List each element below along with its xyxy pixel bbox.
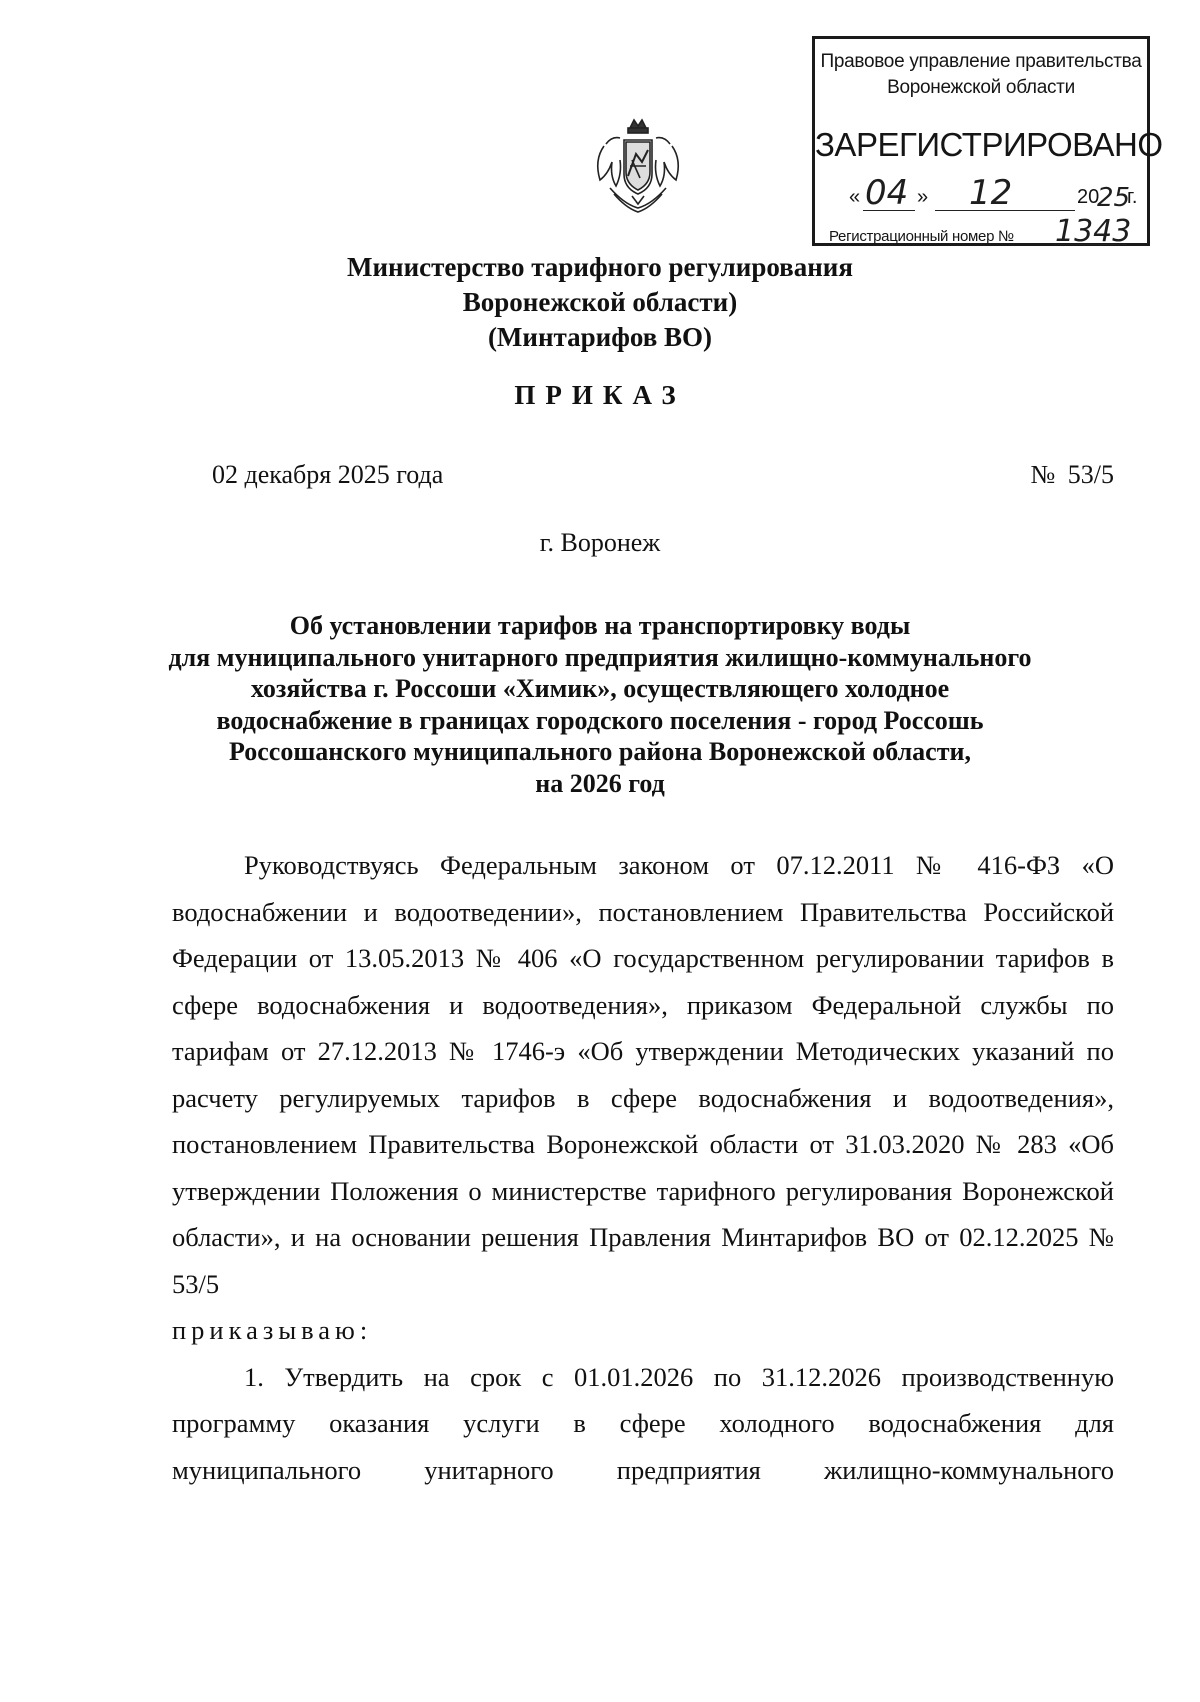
document-number: № 53/5 (1030, 460, 1114, 489)
stamp-month: 12 (969, 173, 1013, 213)
stamp-reg-label: Регистрационный номер № (829, 228, 1014, 245)
document-city: г. Воронеж (539, 528, 661, 557)
document-subject (0, 610, 1200, 799)
order-item-1: 1. Утвердить на срок с 01.01.2026 по 31.12.2026 производственную программу оказания услуги в сфере холодного водоснабжения для муниципального унитарного предприятия жилищно-коммунального (172, 1361, 1114, 1485)
ministry-line3: (Минтарифов ВО) (487, 322, 713, 352)
stamp-department-line1: Правовое управление правительства (820, 51, 1142, 72)
stamp-date (849, 173, 1138, 215)
registration-stamp (812, 36, 1163, 249)
stamp-department (815, 49, 1147, 101)
document-body (172, 842, 1114, 1493)
stamp-reg-number (829, 214, 1133, 249)
stamp-year-mark: г. (1127, 186, 1138, 208)
ministry-line1: Министерство тарифного регулирования (347, 252, 853, 282)
subject-line4: водоснабжение в границах городского поселения - город Россошь (216, 705, 984, 735)
stamp-registered: ЗАРЕГИСТРИРОВАНО (815, 126, 1163, 163)
orders-word: приказываю: (172, 1315, 373, 1345)
subject-line5: Россошанского муниципального района Воронежской области, (229, 737, 971, 766)
stamp-day: 04 (865, 173, 909, 213)
subject-line6: на 2026 год (535, 768, 665, 798)
stamp-reg-value: 1343 (1055, 214, 1132, 249)
ministry-line2: Воронежской области) (462, 287, 738, 317)
document-date: 02 декабря 2025 года (212, 460, 444, 489)
preamble-paragraph: Руководствуясь Федеральным законом от 07.12.2011 № 416-ФЗ «О водоснабжении и водоотведении», постановлением Правительства Российской Федерации от 13.05.2013 № 406 «О государственном регулировании тарифов в сфере водоснабжения и водоотведения», приказом Федеральной службы по тарифам от 27.12.2013 № 1746-э «Об утверждении Методических указаний по расчету регулируемых тарифов в сфере водоснабжения и водоотведения», постановлением Правительства Воронежской области от 31.03.2020 № 283 «Об утверждении Положения о министерстве тарифного регулирования Воронежской области», и на основании решения Правления Минтарифов ВО от 02.12.2025 № 53/5 (172, 850, 1114, 1299)
stamp-department-line2: Воронежской области (887, 77, 1075, 98)
subject-line3: хозяйства г. Россоши «Химик», осуществляющего холодное (250, 674, 950, 703)
coat-of-arms-icon (590, 116, 686, 216)
ministry-name (0, 250, 1200, 355)
stamp-quote-close: » (917, 186, 929, 208)
subject-line1: Об установлении тарифов на транспортировку воды (289, 611, 911, 640)
stamp-year-suffix: 25 (1097, 183, 1131, 213)
document-type: ПРИКАЗ (514, 380, 686, 410)
subject-line2: для муниципального унитарного предприятия жилищно-коммунального (168, 642, 1032, 672)
stamp-year-prefix: 20 (1077, 186, 1100, 208)
stamp-quote-open: « (849, 186, 861, 208)
